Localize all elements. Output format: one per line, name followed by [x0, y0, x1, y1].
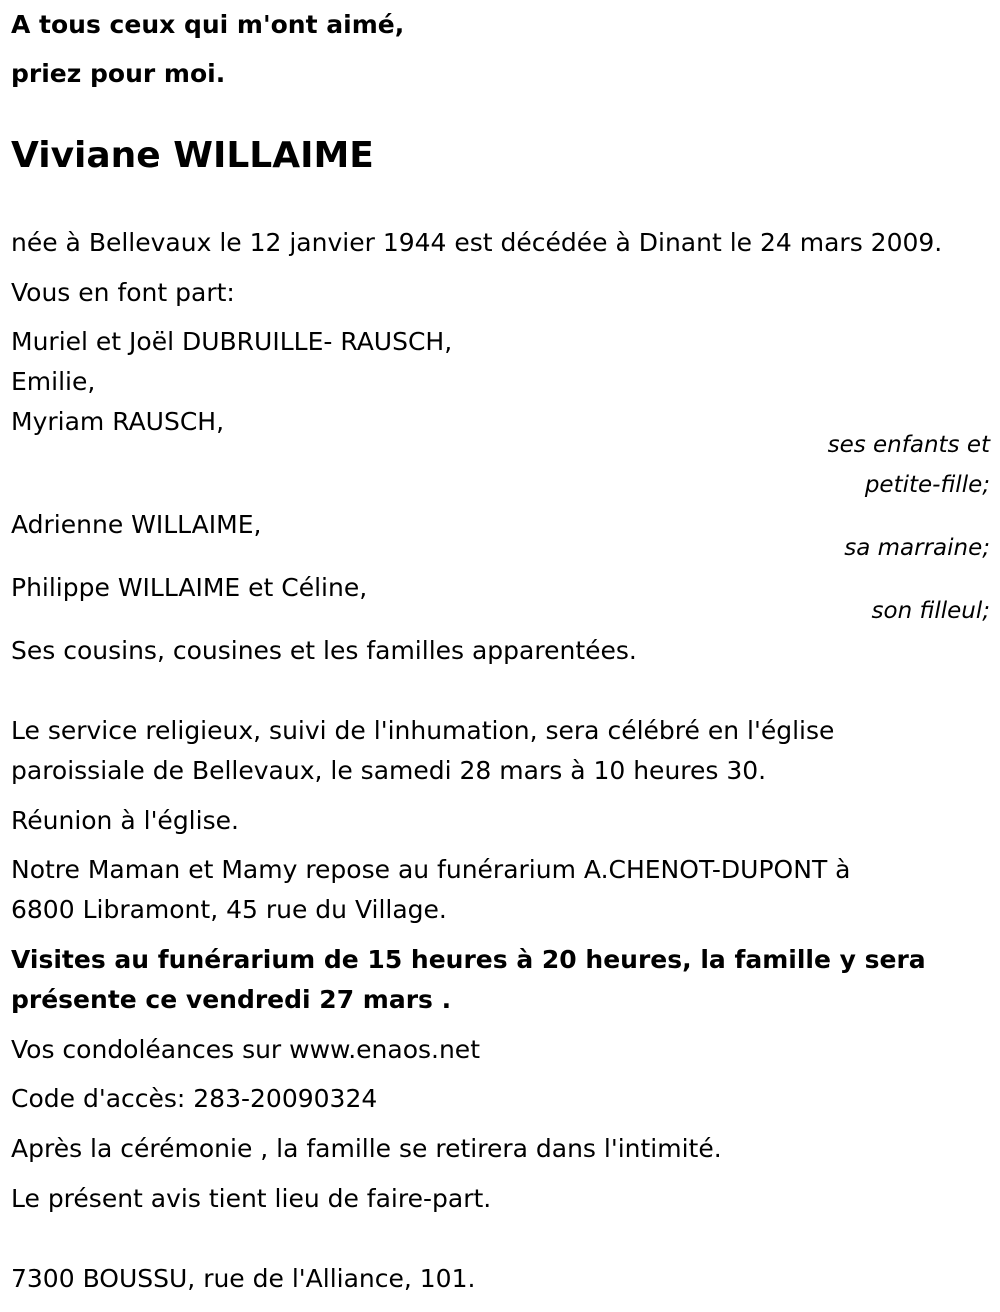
- family-address: 7300 BOUSSU, rue de l'Alliance, 101.: [11, 1264, 476, 1293]
- ceremony-line-2: paroissiale de Bellevaux, le samedi 28 mars à 10 heures 30.: [11, 756, 767, 785]
- after-ceremony-line: Après la cérémonie , la famille se retirera dans l'intimité.: [11, 1134, 722, 1163]
- access-code-line: Code d'accès: 283-20090324: [11, 1084, 378, 1113]
- visits-line-1: Visites au funérarium de 15 heures à 20 heures, la famille y sera: [11, 945, 926, 974]
- cousins-line: Ses cousins, cousines et les familles apparentées.: [11, 636, 637, 665]
- visits-line-2: présente ce vendredi 27 mars .: [11, 985, 452, 1014]
- children-line-3: Myriam RAUSCH,: [11, 407, 225, 436]
- announcement-intro: Vous en font part:: [11, 278, 235, 307]
- funeral-home-line-2: 6800 Libramont, 45 rue du Village.: [11, 895, 447, 924]
- godmother: Adrienne WILLAIME,: [11, 510, 262, 539]
- ceremony-line-1: Le service religieux, suivi de l'inhumation, sera célébré en l'église: [11, 716, 835, 745]
- notice-line: Le présent avis tient lieu de faire-part.: [11, 1184, 492, 1213]
- epigraph-line-2: priez pour moi.: [11, 59, 226, 88]
- godson-relation: son filleul;: [871, 598, 990, 624]
- condolences-line: Vos condoléances sur www.enaos.net: [11, 1035, 480, 1064]
- deceased-name: Viviane WILLAIME: [11, 135, 374, 176]
- meeting-line: Réunion à l'église.: [11, 806, 239, 835]
- birth-death-line: née à Bellevaux le 12 janvier 1944 est décédée à Dinant le 24 mars 2009.: [11, 228, 943, 257]
- children-relation-1: ses enfants et: [827, 432, 990, 458]
- children-line-2: Emilie,: [11, 367, 96, 396]
- godmother-relation: sa marraine;: [844, 535, 990, 561]
- children-relation-2: petite-fille;: [864, 472, 990, 498]
- funeral-home-line-1: Notre Maman et Mamy repose au funérarium A.CHENOT-DUPONT à: [11, 855, 851, 884]
- children-line-1: Muriel et Joël DUBRUILLE- RAUSCH,: [11, 327, 453, 356]
- epigraph-line-1: A tous ceux qui m'ont aimé,: [11, 10, 405, 39]
- godson: Philippe WILLAIME et Céline,: [11, 573, 368, 602]
